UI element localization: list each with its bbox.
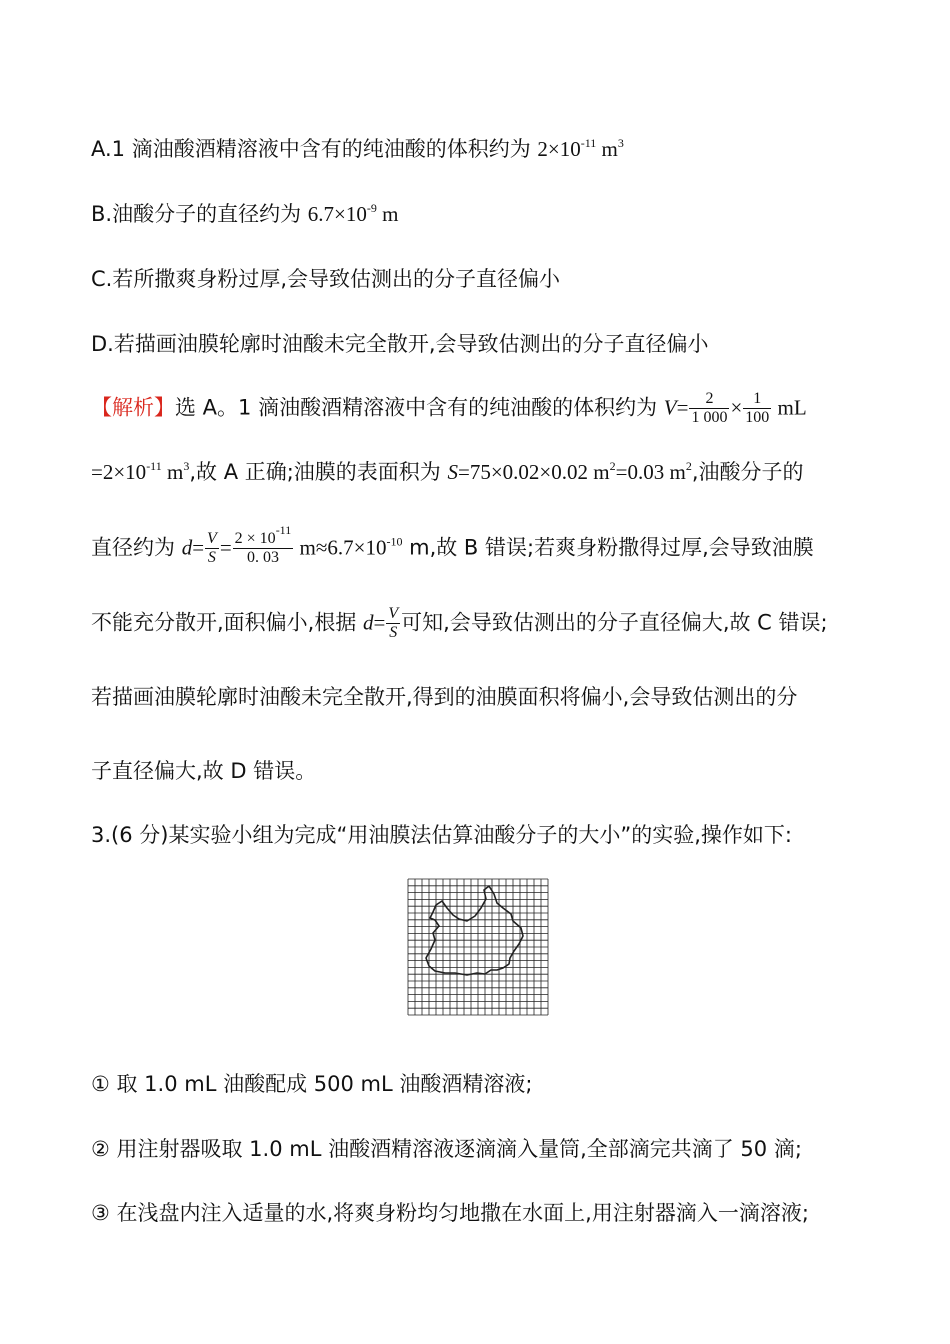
- fraction-v-over-s-2: $\frac{V}{S}$: [388, 605, 399, 641]
- fraction-1-over-100: $\frac{1}{100}$: [745, 390, 770, 426]
- analysis-line-3: 直径约为 d= $\frac{V}{S}$ = $\frac{2 \times 10^{-11}}{0. 03}$ $m\approx 6.7\times 10^{-10}$ m,故 B 错误;若爽身粉撒得过厚,会导致油膜: [91, 523, 814, 566]
- step-3: ③ 在浅盘内注入适量的水,将爽身粉均匀地撒在水面上,用注射器滴入一滴溶液;: [91, 1201, 809, 1225]
- step-1: ① 取 1.0 mL 油酸配成 500 mL 油酸酒精溶液;: [91, 1072, 533, 1096]
- option-b: B.油酸分子的直径约为 $6.7\times 10^{-9}$ m: [91, 201, 399, 226]
- grid-lines: [408, 879, 548, 1015]
- analysis-tag: 【解析】: [91, 395, 175, 420]
- option-c: C.若所撒爽身粉过厚,会导致估测出的分子直径偏小: [91, 267, 561, 291]
- option-a: A.1 滴油酸酒精溶液中含有的纯油酸的体积约为 $2\times 10^{-11}$ $m^3$: [91, 136, 624, 161]
- question-3-intro: 3.(6 分)某实验小组为完成“用油膜法估算油酸分子的大小”的实验,操作如下:: [91, 823, 792, 847]
- step-2: ② 用注射器吸取 1.0 mL 油酸酒精溶液逐滴滴入量筒,全部滴完共滴了 50 滴;: [91, 1137, 802, 1161]
- fraction-2-over-1000: $\frac{2}{1 000}$: [691, 390, 728, 426]
- analysis-line-1: 【解析】选 A。1 滴油酸酒精溶液中含有的纯油酸的体积约为 V= $\frac{2}{1 000}$ × $\frac{1}{100}$ mL: [91, 390, 807, 426]
- analysis-line-5: 若描画油膜轮廓时油酸未完全散开,得到的油膜面积将偏小,会导致估测出的分: [91, 685, 798, 709]
- fraction-diameter-value: $\frac{2 \times 10^{-11}}{0. 03}$: [234, 523, 292, 566]
- analysis-line-2: $=2\times 10^{-11}$ $m^3$,故 A 正确;油膜的表面积为 S=75×0.02×0.02 $m^2=0.03$ $m^2$,油酸分子的: [91, 459, 804, 484]
- analysis-line-6: 子直径偏大,故 D 错误。: [91, 759, 317, 783]
- option-d: D.若描画油膜轮廓时油酸未完全散开,会导致估测出的分子直径偏小: [91, 332, 709, 356]
- fraction-v-over-s: $\frac{V}{S}$: [207, 530, 217, 566]
- oil-film-grid-figure: [407, 878, 549, 1016]
- analysis-line-4: 不能充分散开,面积偏小,根据 d= $\frac{V}{S}$ 可知,会导致估测出的分子直径偏大,故 C 错误;: [91, 605, 828, 641]
